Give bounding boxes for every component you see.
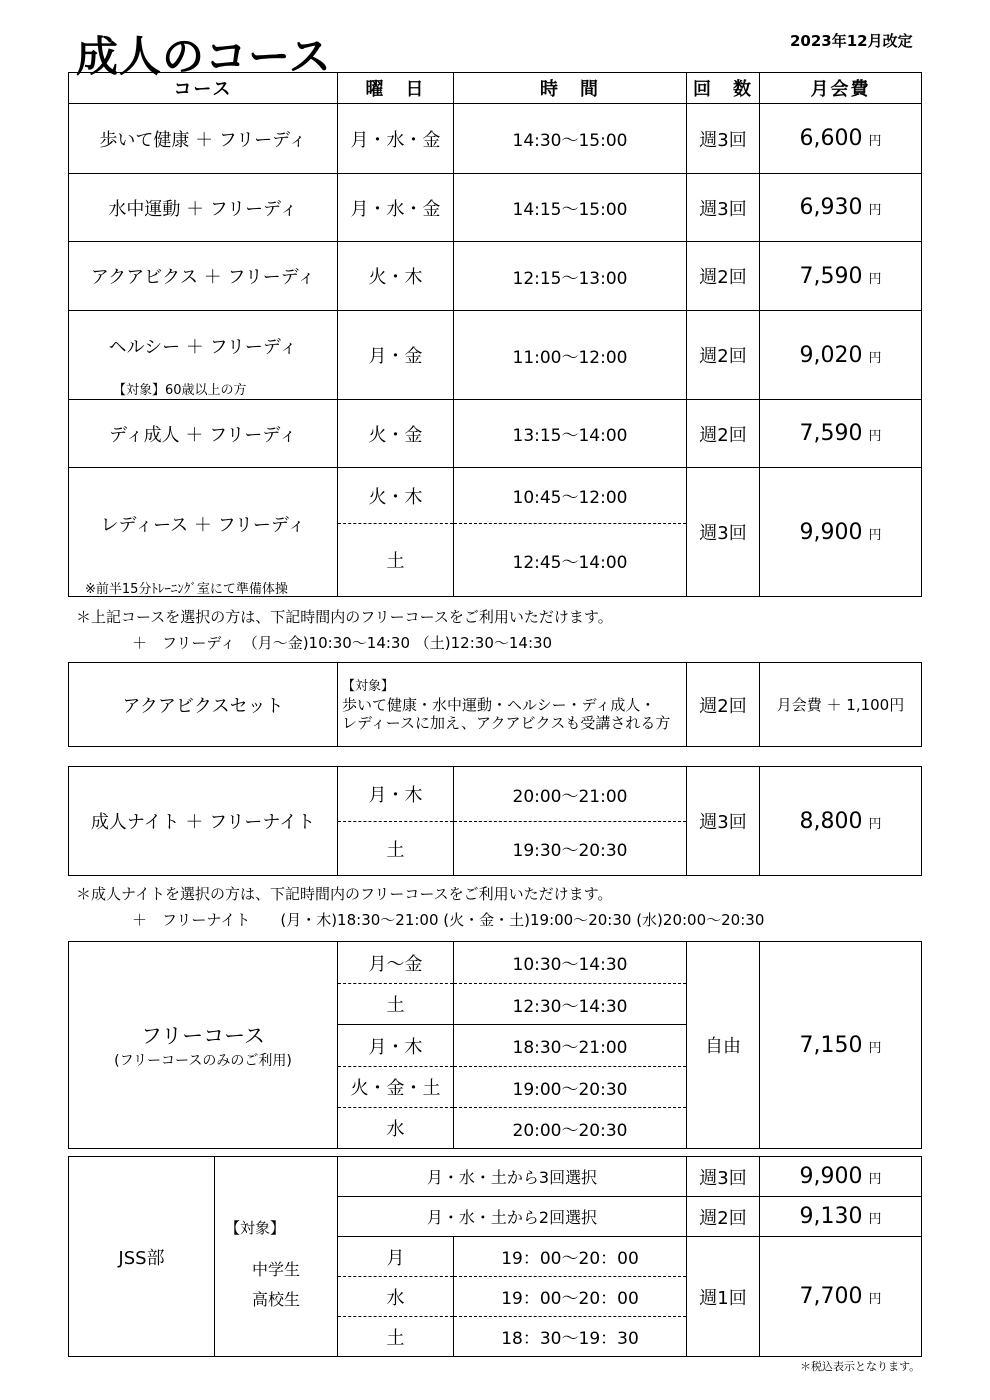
free-time: 19:00〜20:30: [454, 1067, 687, 1108]
course-table: [68, 72, 922, 597]
fee-value: 7,700: [799, 1284, 863, 1309]
course-days: 月・水・金: [338, 104, 454, 174]
jss-table: [68, 1156, 922, 1357]
jss-name: JSS部: [69, 1157, 215, 1357]
course-days: 月・金: [338, 311, 454, 400]
free-course-table: [68, 941, 922, 1149]
yen-unit: 円: [868, 203, 882, 218]
course-days: 火・木: [338, 468, 454, 524]
course-name-cell: [69, 468, 338, 597]
course-fee: [760, 311, 922, 400]
free-time: 12:30〜14:30: [454, 984, 687, 1025]
free-frequency: 自由: [687, 942, 760, 1149]
aquabics-set-table: [68, 662, 922, 747]
course-time: 14:15〜15:00: [454, 174, 687, 242]
course-frequency: 週2回: [687, 242, 760, 311]
yen-unit: 円: [868, 350, 882, 366]
jss-fee: [760, 1157, 922, 1197]
header-course: コース: [69, 73, 338, 104]
target-line: 歩いて健康・水中運動・ヘルシー・ディ成人・: [342, 695, 656, 714]
night-course-name: 成人ナイト ＋ フリーナイト: [69, 767, 338, 876]
yen-unit: 円: [868, 527, 882, 543]
target-label: 【対象】: [342, 678, 395, 694]
table-row: [69, 400, 922, 468]
night-time: 20:00〜21:00: [454, 767, 687, 822]
night-time: 19:30〜20:30: [454, 822, 687, 876]
table-row: [69, 767, 922, 822]
yen-unit: 円: [868, 1212, 882, 1227]
fee-value: 7,150: [799, 1032, 863, 1058]
course-name: レディース ＋ フリーディ: [100, 515, 306, 536]
free-day-hours: ＋ フリーディ （月〜金)10:30〜14:30 （土)12:30〜14:30: [132, 634, 553, 652]
night-days: 月・木: [338, 767, 454, 822]
course-note: 【対象】60歳以上の方: [113, 383, 247, 398]
free-time: 20:00〜20:30: [454, 1108, 687, 1149]
course-name: 歩いて健康 ＋ フリーディ: [69, 104, 338, 174]
course-days: 月・水・金: [338, 174, 454, 242]
night-days: 土: [338, 822, 454, 876]
course-fee: [760, 242, 922, 311]
aquabics-set-fee: 月会費 ＋ 1,100円: [760, 663, 922, 747]
course-days: 火・金: [338, 400, 454, 468]
jss-day: 月: [338, 1237, 454, 1277]
course-time: 12:15〜13:00: [454, 242, 687, 311]
table-row: [69, 174, 922, 242]
yen-unit: 円: [868, 1172, 882, 1187]
jss-option: 月・水・土から3回選択: [338, 1157, 687, 1197]
course-name: 水中運動 ＋ フリーディ: [69, 174, 338, 242]
yen-unit: 円: [868, 816, 882, 832]
course-name: ディ成人 ＋ フリーディ: [69, 400, 338, 468]
course-time: 14:30〜15:00: [454, 104, 687, 174]
page-title: 成人のコース: [76, 32, 332, 81]
course-frequency: 週3回: [687, 174, 760, 242]
jss-day: 水: [338, 1277, 454, 1317]
table-header: [69, 73, 922, 104]
target-line: 中学生: [251, 1260, 300, 1279]
jss-target: [215, 1157, 338, 1357]
target-line: 高校生: [251, 1290, 300, 1309]
course-time: 12:45〜14:00: [454, 524, 687, 597]
yen-unit: 円: [868, 271, 882, 287]
free-days: 月・木: [338, 1025, 454, 1067]
jss-fee: [760, 1197, 922, 1237]
course-name: アクアビクス ＋ フリーディ: [69, 242, 338, 311]
free-time: 10:30〜14:30: [454, 942, 687, 984]
free-course-name-cell: [69, 942, 338, 1149]
night-course-table: [68, 766, 922, 876]
course-time: 13:15〜14:00: [454, 400, 687, 468]
table-row: [69, 242, 922, 311]
course-name-cell: [69, 311, 338, 400]
table-row: [69, 468, 922, 524]
aquabics-set-target: [338, 663, 687, 747]
fee-value: 6,930: [799, 195, 863, 220]
table-row: [69, 1157, 922, 1197]
yen-unit: 円: [868, 134, 882, 149]
target-line: レディースに加え、アクアビクスも受講される方: [342, 713, 671, 732]
free-days: 水: [338, 1108, 454, 1149]
free-fee: [760, 942, 922, 1149]
jss-frequency: 週1回: [687, 1237, 760, 1357]
yen-unit: 円: [868, 429, 882, 444]
table-row: [69, 663, 922, 747]
free-days: 火・金・土: [338, 1067, 454, 1108]
jss-option: 月・水・土から2回選択: [338, 1197, 687, 1237]
course-time: 10:45〜12:00: [454, 468, 687, 524]
course-fee: [760, 174, 922, 242]
course-days: 火・木: [338, 242, 454, 311]
free-course-subtitle: (フリーコースのみのご利用): [114, 1053, 292, 1069]
course-days: 土: [338, 524, 454, 597]
night-fee: [760, 767, 922, 876]
free-days: 土: [338, 984, 454, 1025]
free-time: 18:30〜21:00: [454, 1025, 687, 1067]
header-frequency: 回 数: [687, 73, 760, 104]
fee-value: 8,800: [799, 808, 863, 834]
fee-value: 6,600: [799, 126, 863, 151]
course-fee: [760, 104, 922, 174]
table-row: [69, 942, 922, 984]
course-fee: [760, 400, 922, 468]
course-name: ヘルシー ＋ フリーディ: [108, 337, 298, 358]
header-fee: 月会費: [760, 73, 922, 104]
course-frequency: 週2回: [687, 311, 760, 400]
jss-time: 19：00〜20：00: [454, 1277, 687, 1317]
aquabics-set-frequency: 週2回: [687, 663, 760, 747]
jss-frequency: 週2回: [687, 1197, 760, 1237]
night-frequency: 週3回: [687, 767, 760, 876]
fee-value: 7,590: [799, 263, 863, 289]
tax-note: ＊税込表示となります。: [800, 1360, 921, 1373]
course-fee: [760, 468, 922, 597]
target-label: 【対象】: [225, 1219, 286, 1237]
revision-date: 2023年12月改定: [790, 32, 913, 50]
course-frequency: 週3回: [687, 468, 760, 597]
free-night-note: ＊成人ナイトを選択の方は、下記時間内のフリーコースをご利用いただけます。: [76, 885, 613, 903]
header-time: 時 間: [454, 73, 687, 104]
free-course-name: フリーコース: [140, 1024, 266, 1048]
jss-day: 土: [338, 1317, 454, 1357]
fee-value: 7,590: [799, 421, 863, 446]
free-night-hours: ＋ フリーナイト (月・木)18:30〜21:00 (火・金・土)19:00〜20:30 (水)20:00〜20:30: [132, 911, 765, 929]
course-note: ※前半15分ﾄﾚｰﾆﾝｸﾞ室にて準備体操: [85, 582, 288, 597]
course-time: 11:00〜12:00: [454, 311, 687, 400]
fee-value: 9,020: [799, 342, 863, 368]
jss-fee: [760, 1237, 922, 1357]
jss-time: 18：30〜19：30: [454, 1317, 687, 1357]
table-row: [69, 311, 922, 400]
free-day-note: ＊上記コースを選択の方は、下記時間内のフリーコースをご利用いただけます。: [76, 608, 613, 626]
fee-value: 9,130: [799, 1204, 863, 1229]
fee-value: 9,900: [799, 519, 863, 545]
yen-unit: 円: [868, 1040, 882, 1056]
yen-unit: 円: [868, 1292, 882, 1307]
jss-time: 19：00〜20：00: [454, 1237, 687, 1277]
aquabics-set-name: アクアビクスセット: [69, 663, 338, 747]
course-frequency: 週3回: [687, 104, 760, 174]
jss-frequency: 週3回: [687, 1157, 760, 1197]
course-frequency: 週2回: [687, 400, 760, 468]
free-days: 月〜金: [338, 942, 454, 984]
fee-value: 9,900: [799, 1164, 863, 1189]
table-row: [69, 104, 922, 174]
header-days: 曜 日: [338, 73, 454, 104]
